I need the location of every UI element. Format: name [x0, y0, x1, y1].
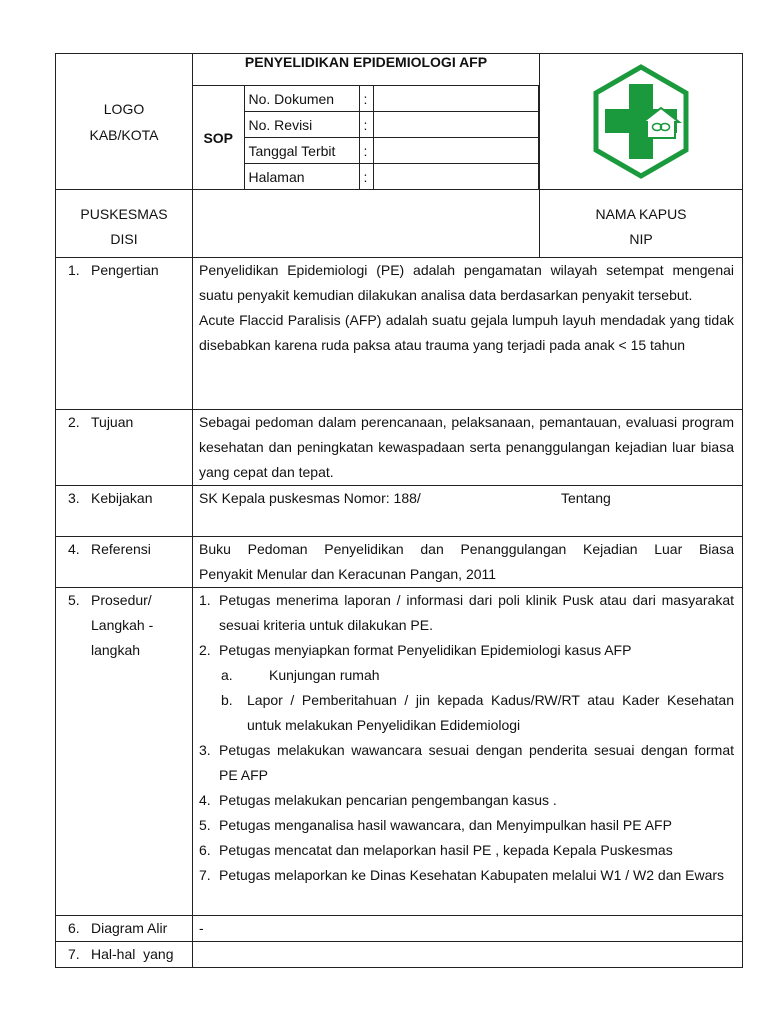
section-number: 6.: [68, 920, 80, 936]
meta-value: [373, 112, 539, 138]
section-content-kebijakan: [193, 486, 743, 537]
section-label-diagram: [56, 916, 193, 942]
kebijakan-sk: SK Kepala puskesmas Nomor: 188/: [199, 490, 421, 506]
section-title: Hal-hal yang: [91, 946, 174, 962]
document-meta-table: [193, 86, 539, 189]
section-number: 1.: [68, 262, 80, 278]
procedure-step: 6. Petugas mencatat dan melaporkan hasil PE , kepada Kepala Puskesmas: [199, 842, 673, 858]
pengertian-pe: Penyelidikan Epidemiologi (PE) adalah pengamatan wilayah setempat mengenai suatu penyakit kemudian dilakukan analisa data berdasarkan penyakit tersebut.: [199, 262, 734, 303]
meta-sep: :: [359, 164, 373, 190]
section-title: Tujuan: [91, 414, 134, 430]
meta-label: Tanggal Terbit: [244, 138, 359, 164]
procedure-step: 2. Petugas menyiapkan format Penyelidikan Epidemiologi kasus AFP: [199, 642, 632, 658]
section-number: 3.: [68, 490, 80, 506]
pengertian-afp: Acute Flaccid Paralisis (AFP) adalah suatu gejala lumpuh layuh mendadak yang tidak disebabkan karena ruda paksa atau trauma yang terjadi pada anak < 15 tahun: [199, 312, 734, 353]
section-content-pengertian: [193, 258, 743, 410]
title-cell: [193, 54, 540, 190]
section-content-diagram: -: [193, 916, 743, 942]
puskesmas-label: PUSKESMAS: [80, 205, 168, 222]
procedure-steps-cont: [199, 738, 734, 888]
section-number: 4.: [68, 541, 80, 557]
referensi-line2: Penyakit Menular dan Keracunan Pangan, 2011: [199, 566, 497, 582]
procedure-step: 3. Petugas melakukan wawancara sesuai dengan penderita sesuai dengan format PE AFP: [199, 742, 734, 783]
section-label-prosedur: [56, 588, 193, 916]
procedure-substep: b. Lapor / Pemberitahuan / jin kepada Kadus/RW/RT atau Kader Kesehatan untuk melakukan Penyelidikan Edidemiologi: [221, 692, 734, 733]
section-title: Kebijakan: [91, 490, 153, 506]
section-content-prosedur: [193, 588, 743, 916]
section-number: 7.: [68, 946, 80, 962]
meta-value: [373, 164, 539, 190]
section-label-kebijakan: [56, 486, 193, 537]
procedure-step: 1. Petugas menerima laporan / informasi dari poli klinik Pusk atau dari masyarakat sesuai kriteria untuk dilakukan PE.: [199, 592, 734, 633]
section-title-cont: langkah: [91, 642, 141, 658]
section-content-referensi: [193, 537, 743, 588]
meta-sep: :: [359, 112, 373, 138]
section-label-pengertian: [56, 258, 193, 410]
meta-label: No. Dokumen: [244, 86, 359, 112]
referensi-line1: Buku Pedoman Penyelidikan dan Penanggulangan Kejadian Luar Biasa: [199, 541, 734, 557]
meta-sep: :: [359, 138, 373, 164]
procedure-step: 7. Petugas melaporkan ke Dinas Kesehatan Kabupaten melalui W1 / W2 dan Ewars: [199, 867, 725, 883]
procedure-step: 4. Petugas melakukan pencarian pengembangan kasus .: [199, 792, 557, 808]
meta-sep: :: [359, 86, 373, 112]
section-title: Referensi: [91, 541, 151, 557]
logo-kabkota-cell: [56, 54, 193, 190]
sop-label: SOP: [193, 86, 244, 189]
section-label-referensi: [56, 537, 193, 588]
meta-label: Halaman: [244, 164, 359, 190]
section-label-tujuan: [56, 410, 193, 486]
logo-label-line2: KAB/KOTA: [89, 126, 159, 143]
procedure-steps: [199, 588, 734, 663]
section-title-cont: Langkah -: [91, 617, 154, 633]
document-title: PENYELIDIKAN EPIDEMIOLOGI AFP: [193, 54, 539, 86]
signature-area: [193, 190, 540, 258]
section-number: 2.: [68, 414, 80, 430]
section-title: Diagram Alir: [91, 920, 168, 936]
puskesmas-cell: [56, 190, 193, 258]
section-label-halhal: [56, 942, 193, 968]
meta-value: [373, 138, 539, 164]
kapus-cell: [540, 190, 743, 258]
logo-label-line1: LOGO: [103, 100, 145, 117]
section-content-halhal: [193, 942, 743, 968]
section-title: Pengertian: [91, 262, 159, 278]
procedure-step: 5. Petugas menganalisa hasil wawancara, dan Menyimpulkan hasil PE AFP: [199, 817, 672, 833]
puskesmas-logo-icon: [591, 64, 691, 179]
procedure-substeps: [199, 663, 734, 738]
sop-document: [55, 53, 742, 965]
kebijakan-tentang: Tentang: [561, 490, 611, 506]
sop-table: [55, 53, 743, 968]
puskesmas-logo-cell: [540, 54, 743, 190]
section-content-tujuan: Sebagai pedoman dalam perencanaan, pelaksanaan, pemantauan, evaluasi program kesehatan dan peningkatan kewaspadaan serta penanggulangan kejadian luar biasa yang cepat dan tepat.: [193, 410, 743, 486]
kapus-nip-label: NIP: [629, 230, 653, 247]
meta-label: No. Revisi: [244, 112, 359, 138]
section-number: 5.: [68, 592, 80, 608]
procedure-substep: a. Kunjungan rumah: [221, 667, 380, 683]
section-title: Prosedur/: [91, 592, 152, 608]
puskesmas-name: DISI: [110, 230, 138, 247]
kapus-name-label: NAMA KAPUS: [595, 205, 687, 222]
meta-value: [373, 86, 539, 112]
